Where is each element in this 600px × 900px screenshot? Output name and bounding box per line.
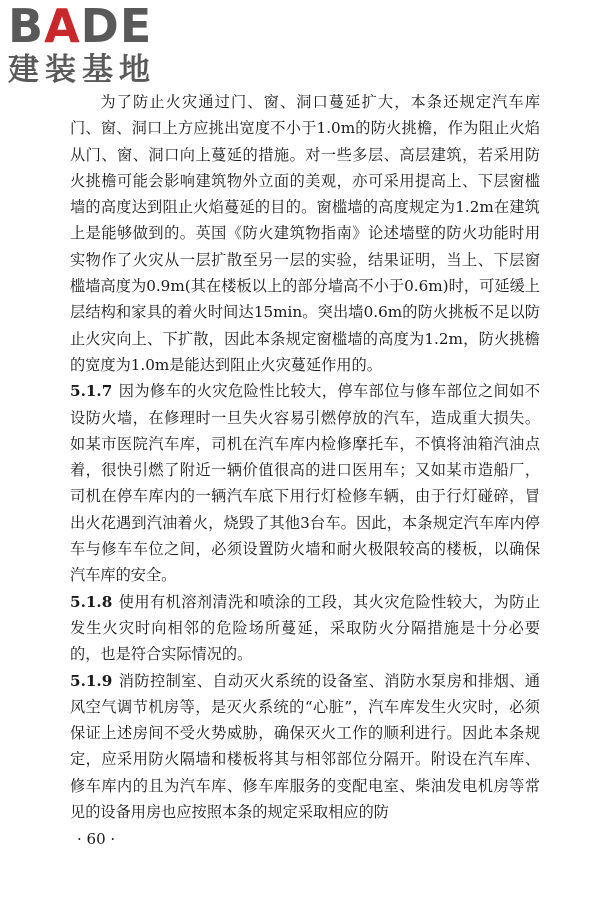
paragraph-text: 为了防止火灾通过门、窗、洞口蔓延扩大，本条还规定汽车库门、窗、洞口上方应挑出宽度不小于1.0m的防火挑檐，作为阻止火焰从门、窗、洞口向上蔓延的措施。对一些多层、高层建筑，若采用防火挑檐可能会影响建筑物外立面的美观，亦可采用提高上、下层窗槛墙的高度达到阻止火焰蔓延的目的。窗槛墙的高度规定为1.2m在建筑上是能够做到的。英国《防火建筑物指南》论述墙壁的防火功能时用实物作了火灾从一层扩散至另一层的实验，结果证明，当上、下层窗槛墙高度为0.9m(其在楼板以上的部分墙高不小于0.6m)时，可延缓上层结构和家具的着火时间达15min。突出墙0.6m的防火挑板不足以防止火灾向上、下扩散，因此本条规定窗槛墙的高度为1.2m，防火挑檐的宽度为1.0m是能达到阻止火灾蔓延作用的。 — [70, 93, 540, 374]
paragraph-text: 因为修车的火灾危险性比较大，停车部位与修车部位之间如不设防火墙，在修理时一旦失火容易引燃停放的汽车，造成重大损失。如某市医院汽车库，司机在汽车库内检修摩托车，不慎将油箱汽油点着，很快引燃了附近一辆价值很高的进口医用车；又如某市造船厂，司机在停车库内的一辆汽车底下用行灯检修车辆，由于行灯碰碎，冒出火花遇到汽油着火，烧毁了其他3台车。因此，本条规定汽车库内停车与修车车位之间，必须设置防火墙和耐火极限较高的楼板，以确保汽车库的安全。 — [70, 382, 540, 585]
logo-subtitle: 建装基地 — [8, 52, 156, 88]
logo-letters: DE — [80, 0, 153, 53]
section-paragraph — [70, 378, 540, 588]
section-number: 5.1.7 — [70, 382, 113, 401]
section-paragraph — [70, 589, 540, 668]
page-number: · 60 · — [77, 830, 116, 848]
paragraph-text: 使用有机溶剂清洗和喷涂的工段，其火灾危险性较大，为防止发生火灾时向相邻的危险场所蔓延，采取防火分隔措施是十分必要的，也是符合实际情况的。 — [70, 592, 540, 664]
document-body — [70, 89, 540, 825]
section-number: 5.1.9 — [70, 671, 113, 690]
paragraph — [70, 89, 540, 378]
bade-logo — [8, 0, 178, 92]
logo-accent-letter: A — [44, 0, 81, 53]
logo-wordmark — [8, 0, 178, 52]
logo-letter: B — [8, 0, 45, 53]
paragraph-text: 消防控制室、自动灭火系统的设备室、消防水泵房和排烟、通风空气调节机房等，是灭火系统的“心脏”，汽车库发生火灾时，必须保证上述房间不受火势威胁，确保灭火工作的顺利进行。因此本条规定，应采用防火隔墙和楼板将其与相邻部位分隔开。附设在汽车库、修车库内的且为汽车库、修车库服务的变配电室、柴油发电机房等常见的设备用房也应按照本条的规定采取相应的防 — [70, 671, 540, 822]
section-paragraph — [70, 668, 540, 826]
section-number: 5.1.8 — [70, 592, 113, 611]
